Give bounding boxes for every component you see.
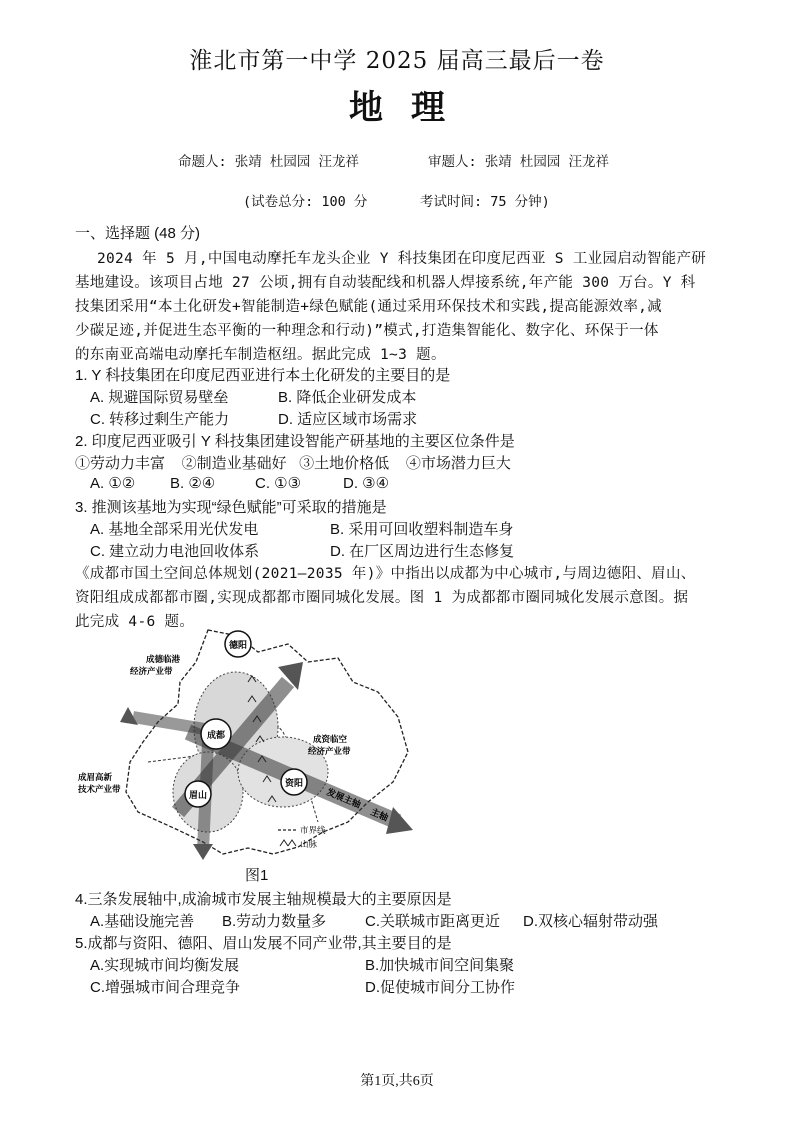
page-number: 第1页,共6页: [360, 1074, 434, 1089]
section-title: 一、选择题 (48 分): [75, 225, 201, 242]
question-2-stem: 2. 印度尼西亚吸引 Y 科技集团建设智能产研基地的主要区位条件是: [75, 433, 515, 450]
question-2-option-c: C. ①③: [255, 475, 302, 492]
question-2-option-b: B. ②④: [170, 475, 216, 492]
passage1-line: 基地建设。该项目占地 27 公顷,拥有自动装配线和机器人焊接系统,年产能 300 万台。Y 科: [75, 275, 696, 291]
question-5-option-c: C.增强城市间合理竞争: [90, 979, 241, 996]
belt-chengmei-label: 成眉高新: [78, 773, 113, 783]
question-5-option-a: A.实现城市间均衡发展: [90, 957, 240, 974]
question-2-option-d: D. ③④: [343, 475, 390, 492]
belt-chengzi-label: 成资临空: [313, 735, 348, 745]
question-2-option-a: A. ①②: [90, 475, 136, 492]
question-1-option-d: D. 适应区域市场需求: [278, 411, 418, 428]
subject-title: 地理: [349, 88, 473, 128]
exam-time: 考试时间: 75 分钟): [420, 194, 550, 210]
belt-chengde-label: 成德临港: [146, 655, 181, 665]
question-3-option-b: B. 采用可回收塑料制造车身: [330, 521, 514, 538]
city-ziyang-label: 资阳: [284, 779, 304, 789]
question-5-stem: 5.成都与资阳、德阳、眉山发展不同产业带,其主要目的是: [75, 935, 452, 952]
question-3-option-a: A. 基地全部采用光伏发电: [90, 521, 259, 538]
question-3-stem: 3. 推测该基地为实现“绿色赋能”可采取的措施是: [75, 499, 387, 516]
passage2-line: 资阳组成成都都市圈,实现成都都市圈同城化发展。图 1 为成都都市圈同城化发展示意图。据: [75, 590, 689, 606]
passage1-line: 技集团采用“本土化研发+智能制造+绿色赋能(通过采用环保技术和实践,提高能源效率,减: [75, 299, 662, 315]
question-4-option-c: C.关联城市距离更近: [365, 913, 501, 930]
main-axis-label-2: 主轴: [368, 807, 390, 824]
passage1-line: 2024 年 5 月,中国电动摩托车龙头企业 Y 科技集团在印度尼西亚 S 工业园启动智能产研: [97, 251, 707, 267]
question-4-option-b: B.劳动力数量多: [222, 913, 327, 930]
question-4-stem: 4.三条发展轴中,成渝城市发展主轴规模最大的主要原因是: [75, 891, 452, 908]
passage2-line: 此完成 4-6 题。: [75, 614, 195, 630]
city-deyang-label: 德阳: [228, 641, 248, 651]
passage2-line: 《成都市国土空间总体规划(2021—2035 年)》中指出以成都为中心城市,与周边德阳、眉山、: [75, 566, 696, 582]
question-4-option-a: A.基础设施完善: [90, 913, 195, 930]
question-5-option-b: B.加快城市间空间集聚: [365, 957, 515, 974]
setter-names: 命题人: 张靖 杜园园 汪龙祥: [178, 154, 360, 170]
chengdu-metro-map: [78, 622, 418, 862]
question-3-option-c: C. 建立动力电池回收体系: [90, 543, 260, 560]
legend-mountain-label: 山脉: [300, 840, 318, 850]
question-1-option-a: A. 规避国际贸易壁垒: [90, 389, 229, 406]
axis-arrowhead: [193, 844, 213, 860]
legend-mountain-symbol: [280, 840, 296, 846]
main-axis-label: 发展主轴: [324, 787, 362, 811]
question-1-stem: 1. Y 科技集团在印度尼西亚进行本土化研发的主要目的是: [75, 367, 451, 384]
belt-chengzi-label: 经济产业带: [308, 747, 351, 757]
total-score: (试卷总分: 100 分: [243, 194, 368, 210]
legend-boundary-label: 市界线: [300, 826, 326, 836]
city-chengdu-label: 成都: [206, 731, 226, 741]
question-3-option-d: D. 在厂区周边进行生态修复: [330, 543, 515, 560]
question-1-option-b: B. 降低企业研发成本: [278, 389, 417, 406]
exam-title: 淮北市第一中学 2025 届高三最后一卷: [189, 48, 605, 74]
passage1-line: 少碳足迹,并促进生态平衡的一种理念和行动)”模式,打造集智能化、数字化、环保于一体: [75, 323, 659, 339]
question-1-option-c: C. 转移过剩生产能力: [90, 411, 230, 428]
belt-chengde-label: 经济产业带: [130, 667, 173, 677]
figure-caption: 图1: [245, 867, 269, 884]
question-5-option-d: D.促使城市间分工协作: [365, 979, 516, 996]
question-4-option-d: D.双核心辐射带动强: [523, 913, 659, 930]
reviewer-names: 审题人: 张靖 杜园园 汪龙祥: [428, 154, 610, 170]
city-meishan-label: 眉山: [188, 791, 208, 801]
belt-chengmei-label: 技术产业带: [78, 785, 121, 795]
passage1-line: 的东南亚高端电动摩托车制造枢纽。据此完成 1~3 题。: [75, 347, 446, 363]
question-2-conditions: ①劳动力丰富 ②制造业基础好 ③土地价格低 ④市场潜力巨大: [75, 455, 511, 472]
